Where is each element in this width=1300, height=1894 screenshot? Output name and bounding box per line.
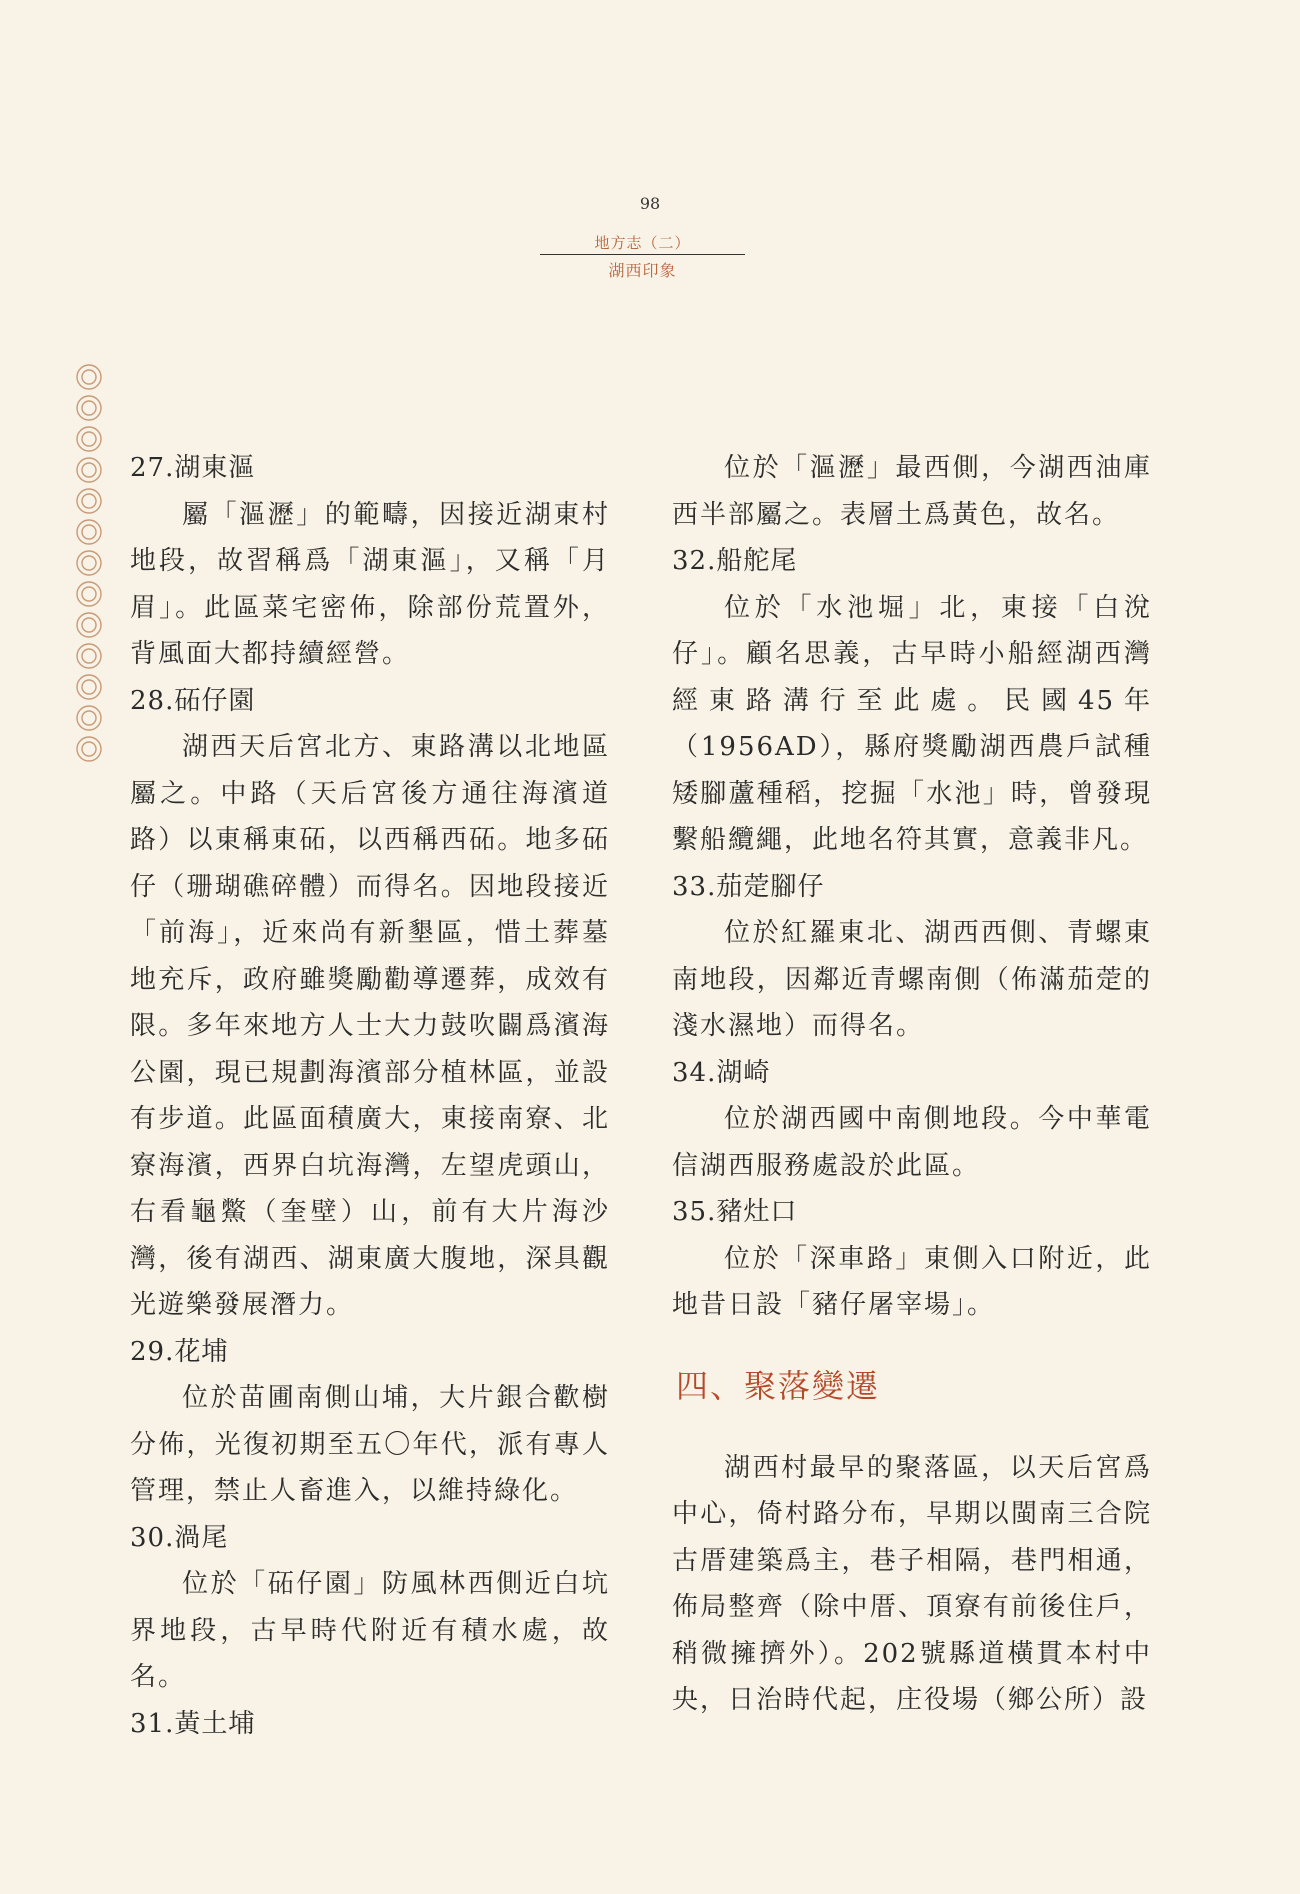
entry-body: 位於紅羅東北、湖西西側、青螺東南地段，因鄰近青螺南側（佈滿茄萣的淺水濕地）而得名。 <box>672 918 1152 1041</box>
section-title: 四、聚落變遷 <box>676 1366 881 1405</box>
entry-30 <box>130 1515 610 1701</box>
entry-35 <box>672 1189 1152 1329</box>
right-column <box>672 445 1152 1724</box>
entry-body: 位於「砳仔園」防風林西側近白坑界地段，古早時代附近有積水處，故名。 <box>130 1569 610 1692</box>
entry-33 <box>672 864 1152 1050</box>
entry-heading: 34.湖崎 <box>672 1057 771 1088</box>
entry-34 <box>672 1050 1152 1190</box>
entry-heading: 35.豬灶口 <box>672 1197 798 1227</box>
decorative-medallion-strip <box>74 362 104 780</box>
left-column <box>130 445 610 1747</box>
entry-heading: 27.湖東漚 <box>130 453 256 483</box>
entry-heading: 28.砳仔園 <box>130 685 256 716</box>
entry-body: 位於苗圃南側山埔，大片銀合歡樹分佈，光復初期至五〇年代，派有專人管理，禁止人畜進入，以維持綠化。 <box>130 1383 610 1506</box>
section-body: 湖西村最早的聚落區，以天后宮爲中心，倚村路分布，早期以閩南三合院古厝建築爲主，巷子相隔，巷門相通，佈局整齊（除中厝、頂寮有前後住戶，稍微擁擠外）。202號縣道橫貫本村中央，日治時代起，庄役場（鄉公所）設 <box>672 1452 1152 1715</box>
entry-29 <box>130 1329 610 1515</box>
entry-body: 湖西天后宮北方、東路溝以北地區屬之。中路（天后宮後方通往海濱道路）以東稱東砳，以西稱西砳。地多砳仔（珊瑚礁碎體）而得名。因地段接近「前海」，近來尚有新墾區，惜土葬墓地充斥，政府雖獎勵勸導遷葬，成效有限。多年來地方人士大力鼓吹闢爲濱海公園，現已規劃海濱部分植林區，並設有步道。此區面積廣大，東接南寮、北寮海濱，西界白坑海灣，左望虎頭山，右看龜鱉（奎壁）山，前有大片海沙灣，後有湖西、湖東廣大腹地，深具觀光遊樂發展潛力。 <box>130 732 610 1320</box>
entry-heading: 30.渦尾 <box>130 1522 229 1553</box>
entry-body: 位於「深車路」東側入口附近，此地昔日設「豬仔屠宰場」。 <box>672 1243 1152 1320</box>
entry-31-body-continuation: 位於「漚瀝」最西側，今湖西油庫西半部屬之。表層土爲黃色，故名。 <box>672 453 1152 530</box>
entry-32 <box>672 538 1152 864</box>
entry-27 <box>130 445 610 678</box>
header-rule <box>540 254 745 255</box>
running-header-title: 地方志（二） <box>594 234 691 252</box>
running-header-subtitle: 湖西印象 <box>608 261 677 280</box>
entry-body: 位於「水池堀」北，東接「白涗仔」。顧名思義，古早時小船經湖西灣經東路溝行至此處。民國45年（1956AD），縣府獎勵湖西農戶試種矮腳蘆種稻，挖掘「水池」時，曾發現繫船纜繩，此地名符其實，意義非凡。 <box>672 592 1152 855</box>
entry-heading: 31.黃土埔 <box>130 1708 256 1739</box>
entry-body: 位於湖西國中南側地段。今中華電信湖西服務處設於此區。 <box>672 1104 1152 1181</box>
entry-heading: 32.船舵尾 <box>672 546 798 576</box>
entry-28 <box>130 678 610 1329</box>
entry-body: 屬「漚瀝」的範疇，因接近湖東村地段，故習稱爲「湖東漚」，又稱「月眉」。此區菜宅密佈，除部份荒置外，背風面大都持續經營。 <box>130 499 610 669</box>
entry-heading: 29.花埔 <box>130 1336 229 1367</box>
page-number: 98 <box>639 194 661 213</box>
entry-heading: 33.茄萣腳仔 <box>672 871 825 902</box>
entry-31 <box>130 1701 610 1748</box>
